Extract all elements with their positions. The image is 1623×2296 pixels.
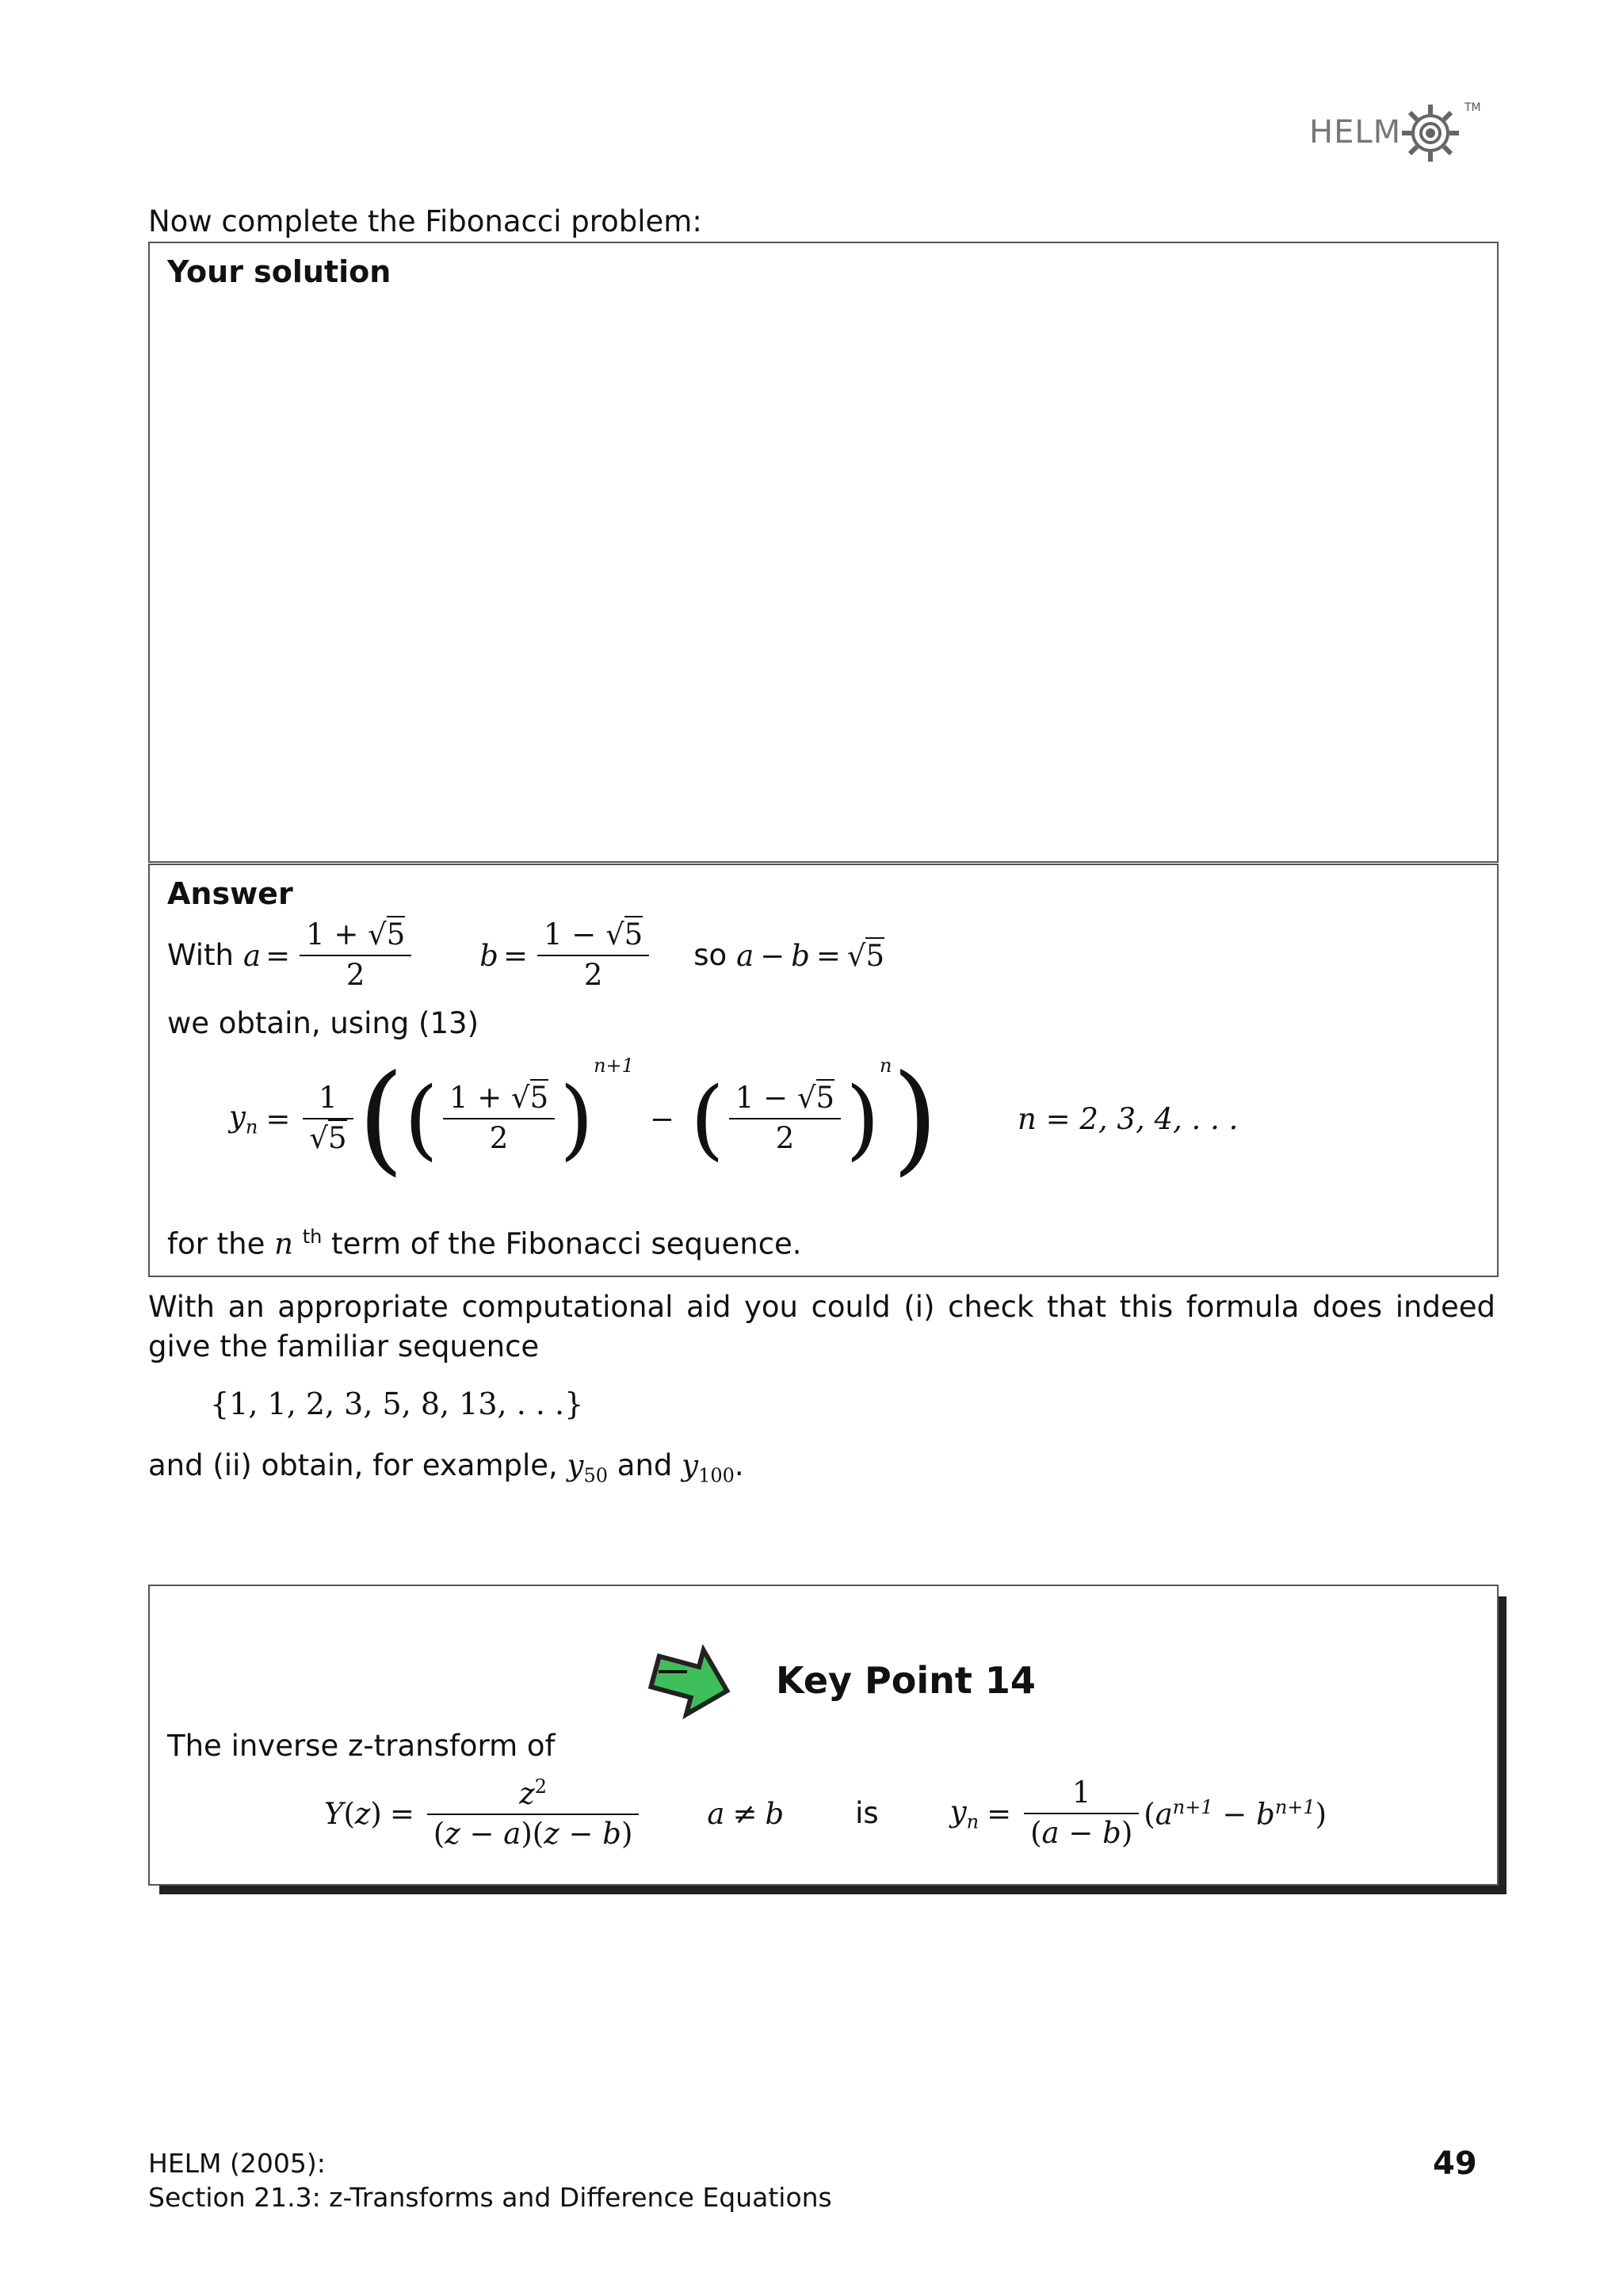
yn-formula: $y_n$ = $\frac{1}{√5}$ ( ( $\frac{1 + √5}{2}$ ) n+1 − ( $\frac{1 - √5}{2}$ ) n ) n = 2, 3, 4, . . .: [229, 1050, 1239, 1188]
solution-box[interactable]: [148, 242, 1499, 863]
logo-trademark: TM: [1465, 101, 1481, 114]
footer-line1: HELM (2005):: [148, 2148, 326, 2179]
page-number: 49: [1433, 2145, 1477, 2182]
logo-text: HELM: [1309, 114, 1402, 151]
keypoint-box: [148, 1585, 1499, 1886]
sequence: {1, 1, 2, 3, 5, 8, 13, . . .}: [210, 1386, 584, 1421]
ab-definition: With a = $\frac{1 + √5}{2}$ b = $\frac{1 - √5}{2}$ so a − b = √5: [167, 917, 885, 992]
with-label: With: [167, 937, 235, 972]
keypoint-title: Key Point 14: [776, 1659, 1036, 1702]
helm-logo: [1308, 95, 1482, 166]
using-text: we obtain, using (13): [167, 1006, 479, 1040]
footer-line2: Section 21.3: z-Transforms and Difference Equations: [148, 2181, 832, 2213]
intro-text: Now complete the Fibonacci problem:: [148, 204, 702, 238]
footer: [148, 2147, 832, 2215]
answer-box: [148, 864, 1499, 1277]
n-range: n = 2, 3, 4, . . .: [1018, 1101, 1239, 1136]
nth-term-text: for the n $^{th}$ term of the Fibonacci sequence.: [167, 1226, 802, 1261]
obtain-text: and (ii) obtain, for example, $y_{50}$ and $y_{100}$.: [148, 1448, 744, 1487]
answer-title: Answer: [167, 876, 293, 911]
fraction-a: $\frac{1 + √5}{2}$: [300, 919, 411, 991]
check-text: With an appropriate computational aid you could (i) check that this formula does indeed give the familiar sequence: [148, 1290, 1495, 1363]
solution-title: Your solution: [167, 254, 391, 289]
fraction-b: $\frac{1 - √5}{2}$: [537, 919, 649, 991]
gear-icon: [1399, 101, 1462, 165]
is-label: is: [855, 1795, 879, 1830]
keypoint-arrow-icon: [647, 1634, 735, 1721]
keypoint-formula: Y ( z ) = $\frac{z^2}{(z - a)(z - b)}$ a ≠ b is $y_n$ = $\frac{1}{(a - b)}$ $(a^{n+1} - b^{n+1})$: [324, 1775, 1327, 1852]
so-label: so: [693, 937, 727, 972]
keypoint-intro: The inverse z-transform of: [167, 1729, 556, 1763]
